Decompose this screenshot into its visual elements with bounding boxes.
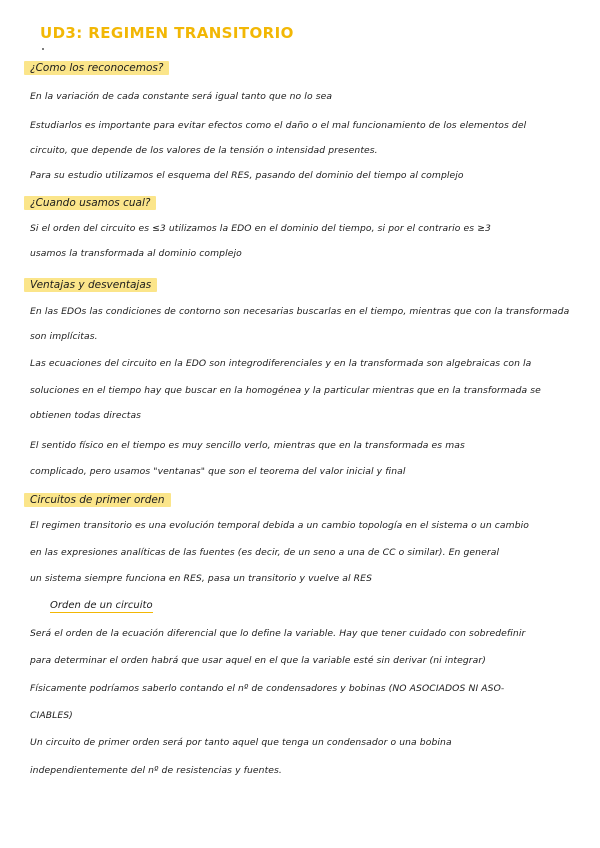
- text-line: complicado, pero usamos "ventanas" que son el teorema del valor inicial y final: [30, 466, 406, 477]
- text-line: Físicamente podríamos saberlo contando el nº de condensadores y bobinas (NO ASOCIADOS NI ASO-: [30, 683, 505, 694]
- subsection-heading-orden: Orden de un circuito: [50, 600, 153, 611]
- text-line: Estudiarlos es importante para evitar efectos como el daño o el mal funcionamiento de los elementos del: [30, 120, 527, 131]
- ink-dot: [42, 48, 44, 50]
- text-line: El regimen transitorio es una evolución temporal debida a un cambio topología en el sistema o un cambio: [30, 520, 530, 531]
- text-line: Las ecuaciones del circuito en la EDO son integrodiferenciales y en la transformada son algebraicas con la: [30, 358, 532, 369]
- section-heading-reconocemos: ¿Como los reconocemos?: [24, 61, 169, 75]
- section-heading-primer-orden: Circuitos de primer orden: [24, 493, 171, 507]
- text-line: El sentido físico en el tiempo es muy sencillo verlo, mientras que en la transformada es mas: [30, 440, 465, 451]
- text-line: son implícitas.: [30, 331, 98, 342]
- text-line: soluciones en el tiempo hay que buscar en la homogénea y la particular mientras que en la transformada se: [30, 385, 541, 396]
- text-line: En las EDOs las condiciones de contorno son necesarias buscarlas en el tiempo, mientras que con la transformada: [30, 306, 570, 317]
- text-line: Para su estudio utilizamos el esquema del RES, pasando del dominio del tiempo al complejo: [30, 170, 464, 181]
- text-line: obtienen todas directas: [30, 410, 142, 421]
- section-heading-ventajas: Ventajas y desventajas: [24, 278, 157, 292]
- text-line: en las expresiones analíticas de las fuentes (es decir, de un seno a una de CC o similar). En general: [30, 547, 500, 558]
- text-line: Si el orden del circuito es ≤3 utilizamos la EDO en el dominio del tiempo, si por el contrario es ≥3: [30, 223, 491, 234]
- text-line: CIABLES): [30, 710, 73, 721]
- text-line: para determinar el orden habrá que usar aquel en el que la variable esté sin derivar (ni integrar): [30, 655, 486, 666]
- text-line: Será el orden de la ecuación diferencial que lo define la variable. Hay que tener cuidado con sobredefinir: [30, 628, 526, 639]
- text-line: usamos la transformada al dominio complejo: [30, 248, 242, 259]
- page-title: UD3: REGIMEN TRANSITORIO: [40, 24, 294, 42]
- text-line: independientemente del nº de resistencias y fuentes.: [30, 765, 282, 776]
- section-heading-cuando: ¿Cuando usamos cual?: [24, 196, 156, 210]
- text-line: En la variación de cada constante será igual tanto que no lo sea: [30, 91, 333, 102]
- text-line: circuito, que depende de los valores de la tensión o intensidad presentes.: [30, 145, 378, 156]
- text-line: Un circuito de primer orden será por tanto aquel que tenga un condensador o una bobina: [30, 737, 452, 748]
- text-line: un sistema siempre funciona en RES, pasa un transitorio y vuelve al RES: [30, 573, 372, 584]
